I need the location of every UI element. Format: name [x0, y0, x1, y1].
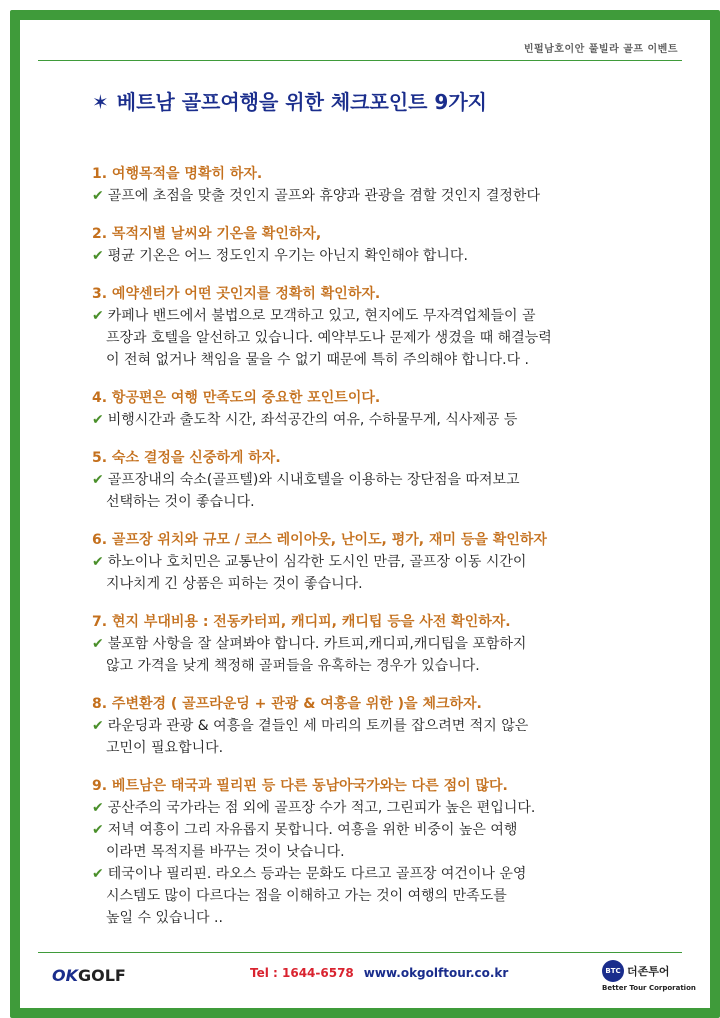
- checklist-section: [92, 775, 662, 929]
- bottom-divider: [38, 952, 682, 953]
- line-text: 고민이 필요합니다.: [106, 740, 224, 756]
- checklist: [92, 163, 662, 945]
- okgolf-logo: [52, 966, 126, 985]
- page-title-text: 베트남 골프여행을 위한 체크포인트 9가지: [116, 90, 487, 114]
- checklist-section: [92, 223, 662, 267]
- btc-name: 더존투어: [627, 965, 670, 978]
- section-line: [92, 655, 662, 677]
- checkmark-icon: ✔: [92, 308, 104, 324]
- top-divider: [38, 60, 682, 61]
- okgolf-logo-ok: OK: [52, 966, 78, 985]
- section-line: [92, 841, 662, 863]
- contact-url[interactable]: www.okgolftour.co.kr: [363, 966, 509, 980]
- line-text: 하노이나 호치민은 교통난이 심각한 도시인 만큼, 골프장 이동 시간이: [107, 554, 527, 570]
- line-text: 높일 수 있습니다 ..: [106, 910, 223, 926]
- checklist-section: [92, 693, 662, 759]
- section-title: 5. 숙소 결정을 신중하게 하자.: [92, 450, 281, 466]
- checkmark-icon: ✔: [92, 554, 104, 570]
- line-text: 이 전혀 없거나 책임을 물을 수 없기 때문에 특히 주의해야 합니다.다 .: [106, 352, 529, 368]
- contact-info: [250, 966, 508, 980]
- line-text: 평균 기온은 어느 정도인지 우기는 아닌지 확인해야 합니다.: [107, 248, 468, 264]
- section-line: [92, 737, 662, 759]
- section-line: [92, 797, 662, 819]
- section-line: [92, 491, 662, 513]
- checkmark-icon: ✔: [92, 472, 104, 488]
- line-text: 프장과 호텔을 알선하고 있습니다. 예약부도나 문제가 생겼을 때 해결능력: [106, 330, 552, 346]
- checklist-section: [92, 283, 662, 371]
- page-title: [92, 86, 487, 115]
- checklist-section: [92, 387, 662, 431]
- section-line: [92, 863, 662, 885]
- section-line: [92, 185, 662, 207]
- checklist-section: [92, 447, 662, 513]
- section-line: [92, 327, 662, 349]
- section-line: [92, 819, 662, 841]
- section-line: [92, 469, 662, 491]
- section-title: 2. 목적지별 날씨와 기온을 확인하자,: [92, 226, 322, 242]
- section-title: 7. 현지 부대비용 : 전동카터피, 캐디피, 캐디팁 등을 사전 확인하자.: [92, 614, 511, 630]
- checkmark-icon: ✔: [92, 866, 104, 882]
- section-title: 4. 항공편은 여행 만족도의 중요한 포인트이다.: [92, 390, 381, 406]
- section-line: [92, 715, 662, 737]
- line-text: 않고 가격을 낮게 책정해 골퍼들을 유혹하는 경우가 있습니다.: [106, 658, 480, 674]
- section-title: 8. 주변환경 ( 골프라운딩 + 관광 & 여흥을 위한 )을 체크하자.: [92, 696, 482, 712]
- section-title: 9. 베트남은 태국과 필리핀 등 다른 동남아국가와는 다른 점이 많다.: [92, 778, 508, 794]
- section-line: [92, 305, 662, 327]
- section-line: [92, 633, 662, 655]
- okgolf-logo-golf: GOLF: [78, 966, 126, 985]
- section-line: [92, 573, 662, 595]
- line-text: 선택하는 것이 좋습니다.: [106, 494, 255, 510]
- btc-mark-icon: BTC: [602, 960, 624, 982]
- line-text: 카페나 밴드에서 불법으로 모객하고 있고, 현지에도 무자격업체들이 골: [107, 308, 536, 324]
- line-text: 지나치게 긴 상품은 피하는 것이 좋습니다.: [106, 576, 363, 592]
- contact-tel: Tel : 1644-6578: [250, 966, 354, 980]
- line-text: 골프장내의 숙소(골프텔)와 시내호텔을 이용하는 장단점을 따져보고: [107, 472, 520, 488]
- line-text: 시스템도 많이 다르다는 점을 이해하고 가는 것이 여행의 만족도를: [106, 888, 507, 904]
- section-title: 3. 예약센터가 어떤 곳인지를 정확히 확인하자.: [92, 286, 381, 302]
- checklist-section: [92, 611, 662, 677]
- line-text: 테국이나 필리핀. 라오스 등과는 문화도 다르고 골프장 여건이나 운영: [107, 866, 527, 882]
- line-text: 비행시간과 출도착 시간, 좌석공간의 여유, 수하물무게, 식사제공 등: [107, 412, 518, 428]
- checkmark-icon: ✔: [92, 636, 104, 652]
- checkmark-icon: ✔: [92, 188, 104, 204]
- header-tag: 빈펄남호이안 풀빌라 골프 이벤트: [523, 44, 678, 55]
- line-text: 공산주의 국가라는 점 외에 골프장 수가 적고, 그린피가 높은 편입니다.: [107, 800, 536, 816]
- btc-subtitle: Better Tour Corporation: [602, 984, 696, 992]
- star-icon: ✶: [92, 90, 109, 114]
- section-title: 1. 여행목적을 명확히 하자.: [92, 166, 263, 182]
- btc-logo: [602, 960, 696, 992]
- section-title: 6. 골프장 위치와 규모 / 코스 레이아웃, 난이도, 평가, 재미 등을 확인하자: [92, 532, 547, 548]
- section-line: [92, 551, 662, 573]
- checkmark-icon: ✔: [92, 800, 104, 816]
- checkmark-icon: ✔: [92, 718, 104, 734]
- line-text: 라운딩과 관광 & 여흥을 곁들인 세 마리의 토끼를 잡으려면 적지 않은: [107, 718, 529, 734]
- checkmark-icon: ✔: [92, 822, 104, 838]
- line-text: 골프에 초점을 맞출 것인지 골프와 휴양과 관광을 겸할 것인지 결정한다: [107, 188, 540, 204]
- section-line: [92, 907, 662, 929]
- section-line: [92, 409, 662, 431]
- line-text: 불포함 사항을 잘 살펴봐야 합니다. 카트피,캐디피,캐디팁을 포함하지: [107, 636, 527, 652]
- checkmark-icon: ✔: [92, 248, 104, 264]
- section-line: [92, 885, 662, 907]
- checklist-section: [92, 163, 662, 207]
- section-line: [92, 245, 662, 267]
- checklist-section: [92, 529, 662, 595]
- line-text: 이라면 목적지를 바꾸는 것이 낫습니다.: [106, 844, 345, 860]
- section-line: [92, 349, 662, 371]
- line-text: 저녁 여흥이 그리 자유롭지 못합니다. 여흥을 위한 비중이 높은 여행: [107, 822, 518, 838]
- checkmark-icon: ✔: [92, 412, 104, 428]
